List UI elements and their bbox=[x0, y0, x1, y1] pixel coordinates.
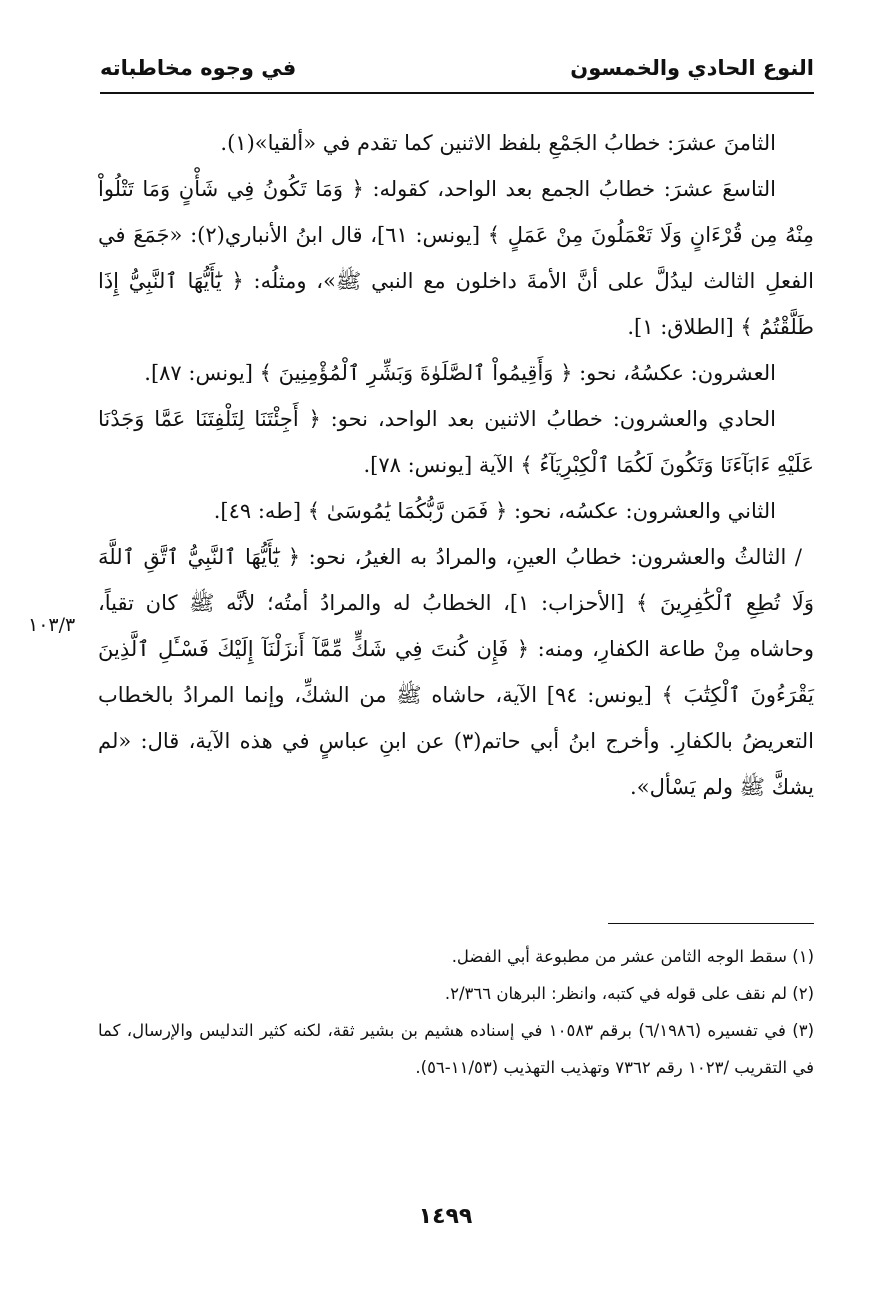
footnote-1: (١) سقط الوجه الثامن عشر من مطبوعة أبي الفضل. bbox=[451, 947, 814, 966]
paragraph-22: الثاني والعشرون: عكسُه، نحو: ﴿ فَمَن رَّبُّكُمَا يَٰمُوسَىٰ ﴾ [طه: ٤٩]. bbox=[213, 499, 776, 523]
footnote-2: (٢) لم نقف على قوله في كتبه، وانظر: البرهان ٢/٣٦٦. bbox=[444, 984, 814, 1003]
running-header bbox=[100, 52, 814, 94]
section-title: في وجوه مخاطباته bbox=[100, 56, 297, 80]
paragraph-21: الحادي والعشرون: خطابُ الاثنين بعد الواحد، نحو: ﴿ أَجِئْتَنَا لِتَلْفِتَنَا عَمَّا وَجَدْنَا عَلَيْهِ ءَابَآءَنَا وَتَكُونَ لَكُمَا ٱلْكِبْرِيَآءُ ﴾ الآية [يونس: ٧٨]. bbox=[98, 407, 814, 477]
paragraph-23: / الثالثُ والعشرون: خطابُ العينِ، والمرادُ به الغيرُ، نحو: ﴿ يَٰٓأَيُّهَا ٱلنَّبِيُّ ٱتَّقِ ٱللَّهَ وَلَا تُطِعِ ٱلْكَٰفِرِينَ ﴾ [الأحزاب: ١]، الخطابُ له والمرادُ أمتُه؛ لأنَّه ﷺ كان تقياً، وحاشاه مِنْ طاعة الكفارِ، ومنه: ﴿ فَإِن كُنتَ فِي شَكٍّ مِّمَّآ أَنزَلْنَآ إِلَيْكَ فَسْـَٔلِ ٱلَّذِينَ يَقْرَءُونَ ٱلْكِتَٰبَ ﴾ [يونس: ٩٤] الآية، حاشاه ﷺ من الشكِّ، وإنما المرادُ بالخطاب التعريضُ بالكفارِ. وأخرج ابنُ أبي حاتم(٣) عن ابنِ عباسٍ في هذه الآية، قال: «لم يشكَّ ﷺ ولم يَسْأل». bbox=[98, 545, 815, 799]
footnote-separator bbox=[608, 923, 814, 924]
page-number: ١٤٩٩ bbox=[418, 1204, 473, 1229]
paragraph-19: التاسعَ عشرَ: خطابُ الجمع بعد الواحد، كقوله: ﴿ وَمَا تَكُونُ فِي شَأْنٍ وَمَا تَتْلُواْ مِنْهُ مِن قُرْءَانٍ وَلَا تَعْمَلُونَ مِنْ عَمَلٍ ﴾ [يونس: ٦١]، قال ابنُ الأنباري(٢): «جَمَعَ في الفعلِ الثالث ليدُلَّ على أنَّ الأمةَ داخلون مع النبي ﷺ»، ومثلُه: ﴿ يَٰٓأَيُّهَا ٱلنَّبِيُّ إِذَا طَلَّقْتُمُ ﴾ [الطلاق: ١]. bbox=[98, 177, 814, 339]
chapter-title: النوع الحادي والخمسون bbox=[570, 56, 814, 80]
main-text bbox=[98, 120, 814, 810]
footnotes bbox=[98, 938, 814, 1086]
paragraph-18: الثامنَ عشرَ: خطابُ الجَمْعِ بلفظ الاثنين كما تقدم في «ألقيا»(١). bbox=[220, 131, 776, 155]
margin-page-reference: ١٠٣/٣ bbox=[28, 614, 76, 636]
paragraph-20: العشرون: عكسُهُ، نحو: ﴿ وَأَقِيمُواْ ٱلصَّلَوٰةَ وَبَشِّرِ ٱلْمُؤْمِنِينَ ﴾ [يونس: ٨٧]. bbox=[144, 361, 776, 385]
footnote-3: (٣) في تفسيره (٦/١٩٨٦) برقم ١٠٥٨٣ في إسناده هشيم بن بشير ثقة، لكنه كثير التدليس والإرسال، كما في التقريب /١٠٢٣ رقم ٧٣٦٢ وتهذيب التهذيب (١١/٥٣-٥٦). bbox=[98, 1021, 814, 1077]
